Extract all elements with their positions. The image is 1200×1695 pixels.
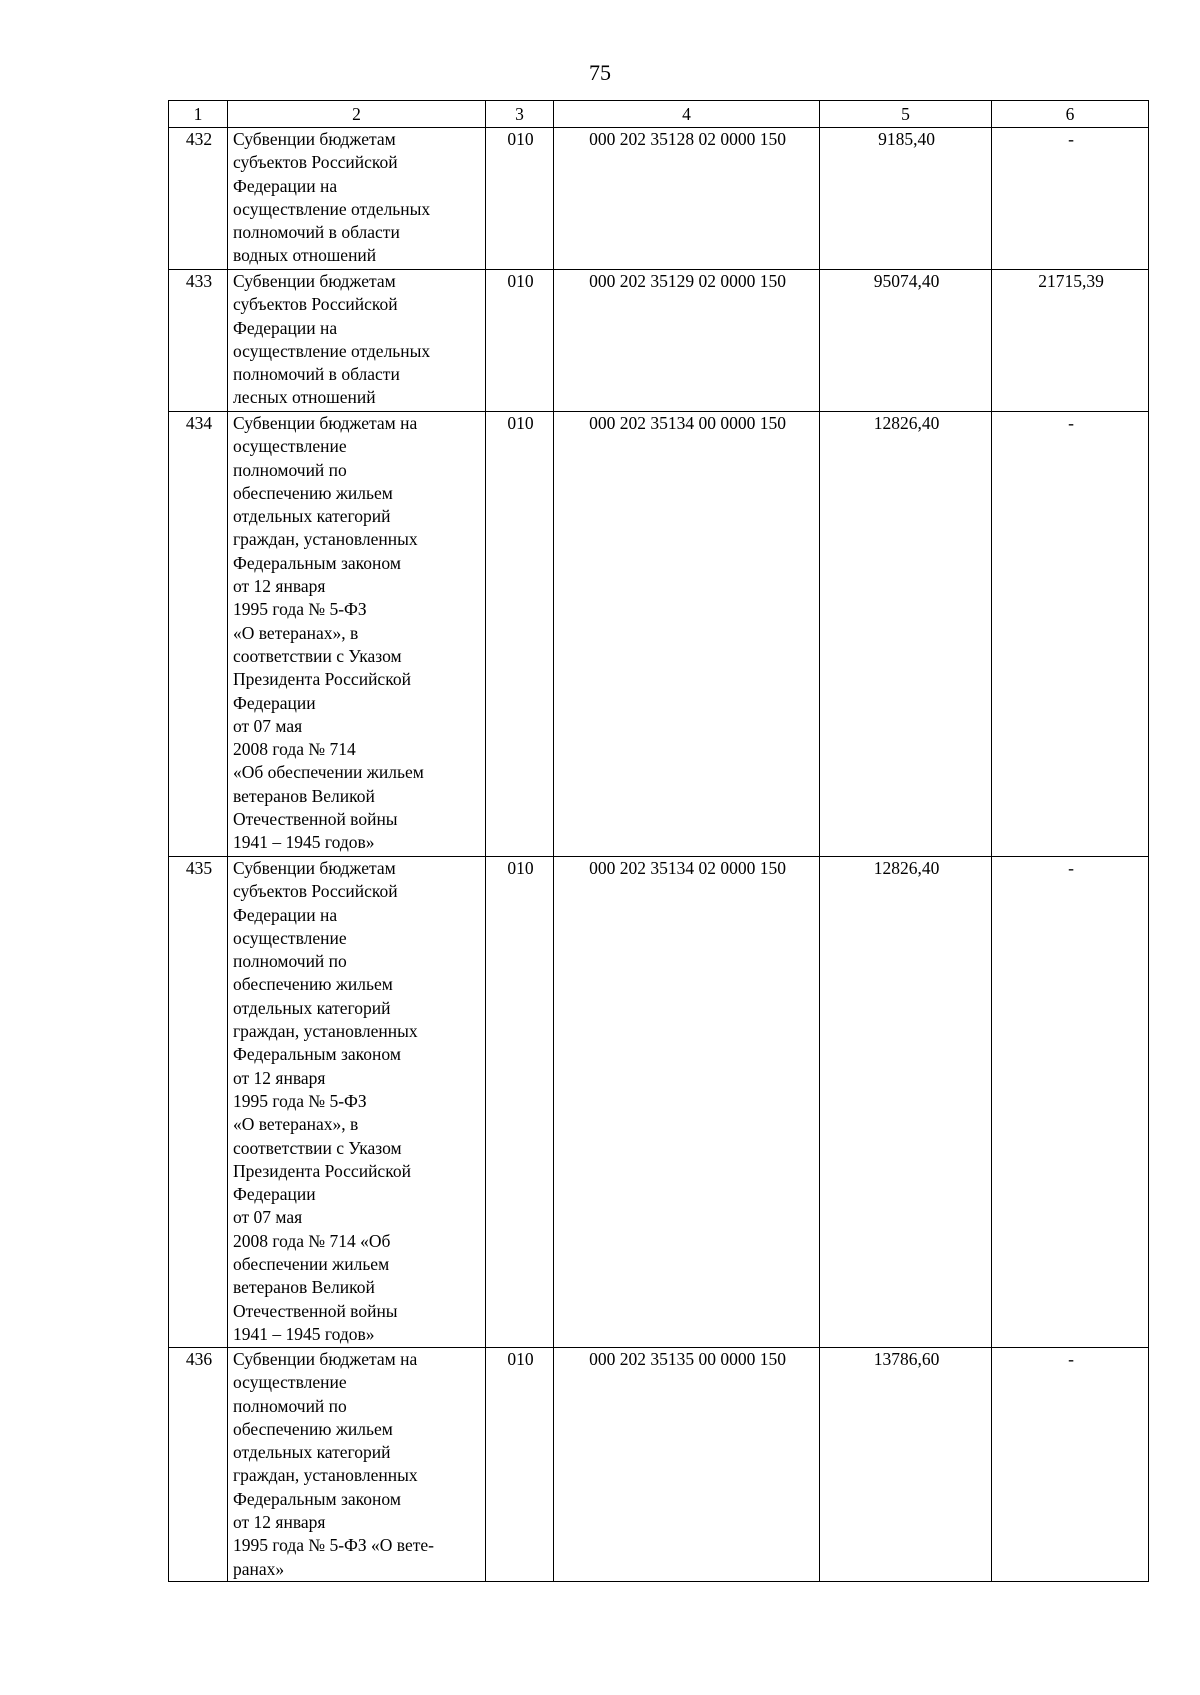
revenue-table [168, 100, 1149, 1582]
row-number: 432 [169, 128, 228, 270]
row-admin-code: 010 [486, 857, 554, 1348]
row-budget-code: 000 202 35135 00 0000 150 [554, 1348, 820, 1582]
column-header: 1 [169, 101, 228, 128]
row-admin-code: 010 [486, 270, 554, 412]
column-header: 5 [820, 101, 992, 128]
row-description: Субвенции бюджетам субъектов Российской Федерации на осуществление полномочий по обеспечению жильем отдельных категорий граждан, установленных Федеральным законом от 12 января 1995 года № 5-ФЗ «О ветеранах», в соответствии с Указом Президента Российской Федерации от 07 мая 2008 года № 714 «Об обеспечении жильем ветеранов Великой Отечественной войны 1941 – 1945 годов» [228, 857, 486, 1348]
row-amount-secondary: 21715,39 [992, 270, 1149, 412]
row-amount: 9185,40 [820, 128, 992, 270]
row-description: Субвенции бюджетам субъектов Российской Федерации на осуществление отдельных полномочий в области лесных отношений [228, 270, 486, 412]
row-budget-code: 000 202 35134 02 0000 150 [554, 857, 820, 1348]
table-row [169, 412, 1149, 857]
table-header-row [169, 101, 1149, 128]
row-amount-secondary: - [992, 857, 1149, 1348]
row-description: Субвенции бюджетам субъектов Российской Федерации на осуществление отдельных полномочий в области водных отношений [228, 128, 486, 270]
row-amount: 13786,60 [820, 1348, 992, 1582]
row-description: Субвенции бюджетам на осуществление полномочий по обеспечению жильем отдельных категорий граждан, установленных Федеральным законом от 12 января 1995 года № 5-ФЗ «О вете- ранах» [228, 1348, 486, 1582]
column-header: 2 [228, 101, 486, 128]
page-number: 75 [589, 60, 611, 85]
row-number: 435 [169, 857, 228, 1348]
row-amount-secondary: - [992, 1348, 1149, 1582]
table-row [169, 270, 1149, 412]
row-admin-code: 010 [486, 128, 554, 270]
table-row [169, 128, 1149, 270]
row-number: 436 [169, 1348, 228, 1582]
row-admin-code: 010 [486, 1348, 554, 1582]
row-amount-secondary: - [992, 412, 1149, 857]
row-description: Субвенции бюджетам на осуществление полномочий по обеспечению жильем отдельных категорий граждан, установленных Федеральным законом от 12 января 1995 года № 5-ФЗ «О ветеранах», в соответствии с Указом Президента Российской Федерации от 07 мая 2008 года № 714 «Об обеспечении жильем ветеранов Великой Отечественной войны 1941 – 1945 годов» [228, 412, 486, 857]
row-amount: 95074,40 [820, 270, 992, 412]
column-header: 4 [554, 101, 820, 128]
row-amount: 12826,40 [820, 412, 992, 857]
table-row [169, 1348, 1149, 1582]
row-amount: 12826,40 [820, 857, 992, 1348]
row-budget-code: 000 202 35129 02 0000 150 [554, 270, 820, 412]
row-amount-secondary: - [992, 128, 1149, 270]
column-header: 3 [486, 101, 554, 128]
row-number: 433 [169, 270, 228, 412]
row-budget-code: 000 202 35134 00 0000 150 [554, 412, 820, 857]
table-row [169, 857, 1149, 1348]
row-budget-code: 000 202 35128 02 0000 150 [554, 128, 820, 270]
row-number: 434 [169, 412, 228, 857]
column-header: 6 [992, 101, 1149, 128]
row-admin-code: 010 [486, 412, 554, 857]
